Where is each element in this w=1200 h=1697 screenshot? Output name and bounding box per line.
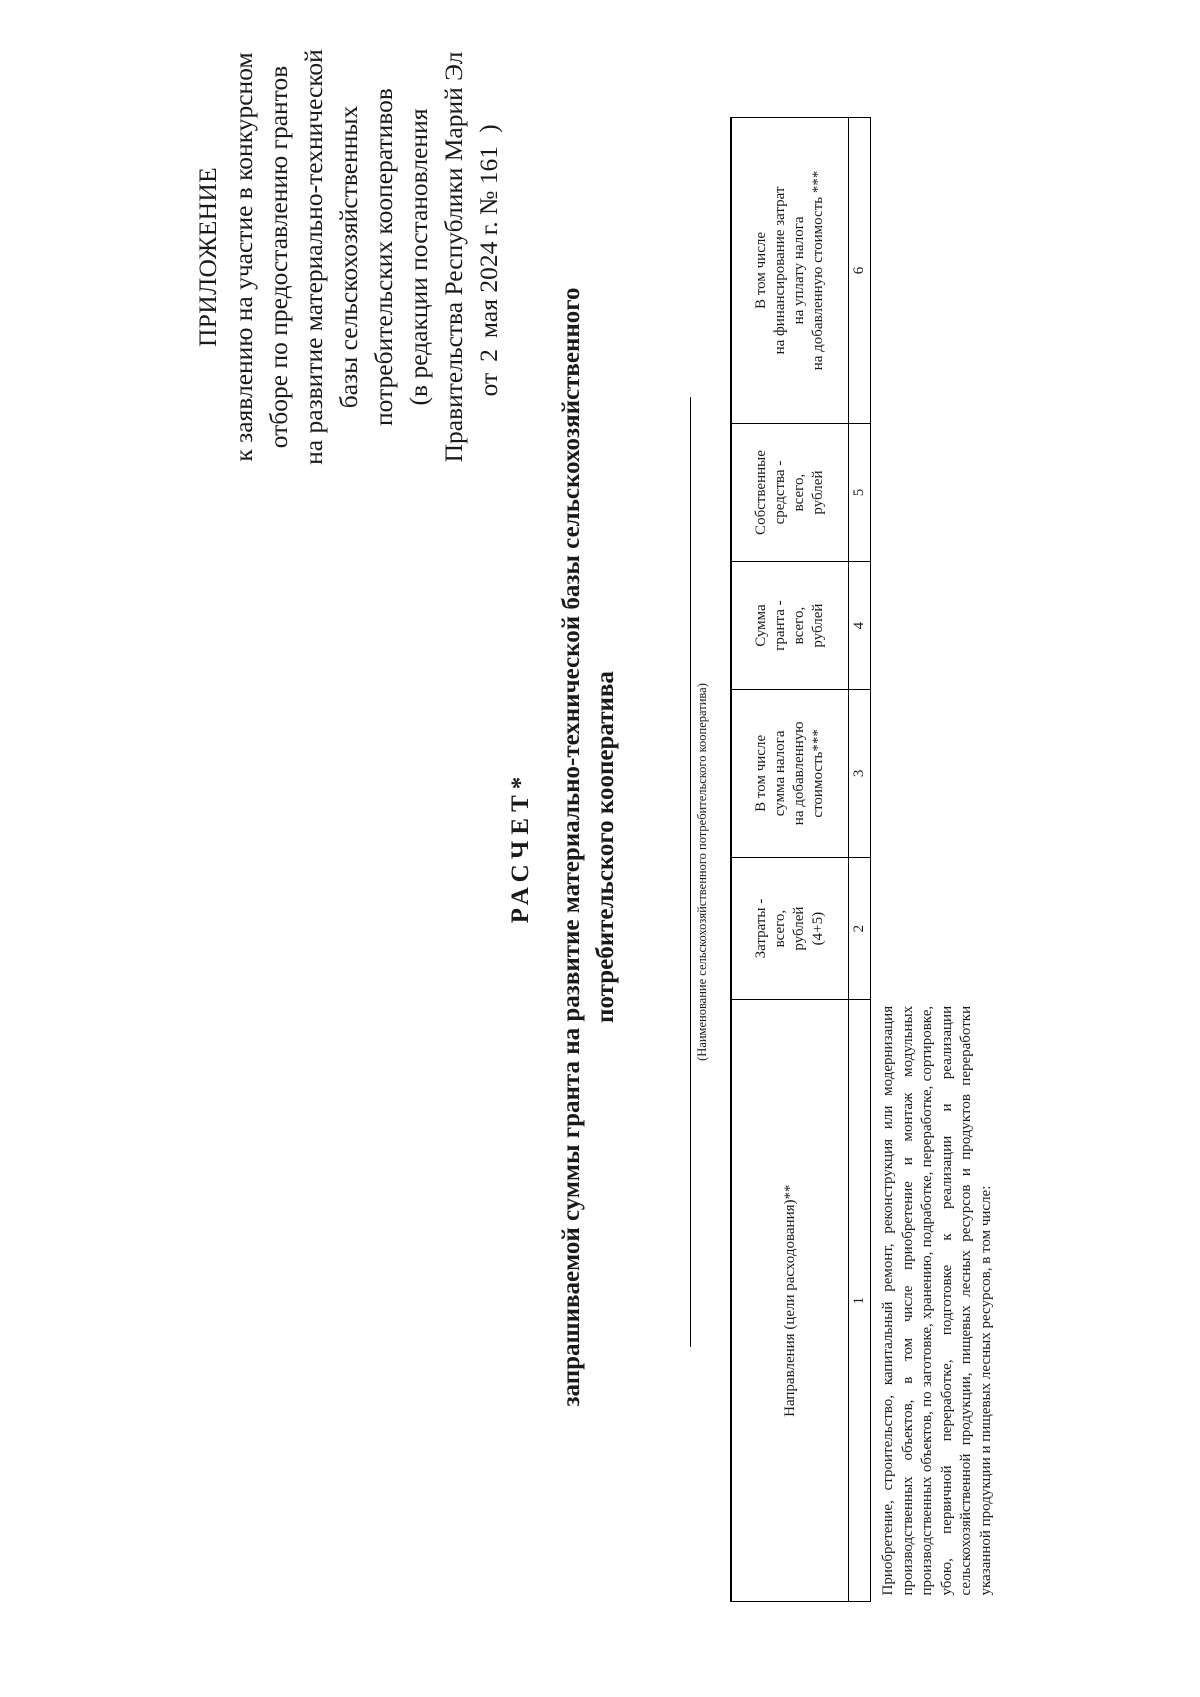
column-number: 4 bbox=[849, 562, 871, 690]
vat-financing-cell[interactable] bbox=[871, 118, 1005, 424]
decree-from: от bbox=[474, 372, 503, 397]
direction-cell: Приобретение, строительство, капитальный ремонт, реконструкция или модернизация производственных объектов, в том числе приобретение и монтаж модульных производственных объектов, по заготовке, хранению, подработке, переработке, сортировке, убою, первичной переработке, подготовке к реализации и реализации сельскохозяйственной продукции, пищевых лесных ресурсов и продуктов переработки указанной продукции и пищевых лесных ресурсов, в том числе: bbox=[880, 1005, 994, 1596]
column-number: 3 bbox=[849, 689, 871, 857]
decree-day: 2 bbox=[474, 349, 503, 362]
coop-name-caption: (Наименование сельскохозяйственного потребительского кооператива) bbox=[695, 683, 709, 1061]
header-line: Собственные bbox=[753, 450, 769, 535]
document-title bbox=[505, 147, 623, 1547]
appendix-line: Правительства Республики Марий Эл bbox=[439, 51, 468, 463]
header-own-funds bbox=[731, 423, 849, 561]
appendix-header: ПРИЛОЖЕНИЕ bbox=[193, 167, 222, 347]
decree-close: ) bbox=[474, 124, 503, 133]
header-vat bbox=[731, 689, 849, 857]
title-subtitle-line: запрашиваемой суммы гранта на развитие материально-технической базы сельскохозяйственного bbox=[558, 287, 585, 1407]
header-line: на добавленную bbox=[791, 721, 807, 826]
header-line: рублей bbox=[791, 906, 807, 951]
decree-date-line bbox=[471, 22, 506, 492]
header-line: средства - bbox=[772, 460, 788, 525]
appendix-line: базы сельскохозяйственных bbox=[334, 105, 363, 409]
vat-cell[interactable] bbox=[871, 689, 1005, 857]
own-funds-cell[interactable] bbox=[871, 423, 1005, 561]
appendix-line: к заявлению на участие в конкурсном bbox=[229, 52, 258, 462]
table-header-row bbox=[731, 118, 849, 1602]
header-line: (4+5) bbox=[810, 911, 826, 946]
header-line: стоимость*** bbox=[810, 729, 826, 818]
header-directions: Направления (цели расходования)** bbox=[731, 1000, 849, 1602]
header-line: В том числе bbox=[753, 231, 769, 309]
column-number: 1 bbox=[849, 1000, 871, 1602]
header-line: Затраты - bbox=[753, 898, 769, 959]
grant-calculation-table bbox=[730, 117, 1004, 1602]
header-line: на добавленную стоимость *** bbox=[810, 170, 826, 371]
appendix-line: отборе по предоставлению грантов bbox=[264, 65, 293, 449]
appendix-line: (в редакции постановления bbox=[404, 108, 433, 406]
title-subtitle-line: потребительского кооператива bbox=[592, 671, 619, 1023]
decree-month-year: мая 2024 г. № bbox=[474, 190, 503, 339]
appendix-block bbox=[190, 22, 506, 492]
header-line: рублей bbox=[810, 470, 826, 515]
raschet-heading: РАСЧЕТ* bbox=[507, 770, 534, 924]
header-line: всего, bbox=[791, 473, 807, 512]
header-line: на финансирование затрат bbox=[772, 186, 788, 355]
header-line: сумма налога bbox=[772, 730, 788, 817]
coop-name-field[interactable] bbox=[660, 397, 691, 1347]
column-number: 2 bbox=[849, 857, 871, 1000]
header-line: всего, bbox=[772, 909, 788, 948]
header-costs-total bbox=[731, 857, 849, 1000]
table-row bbox=[871, 118, 1005, 1602]
header-line: на уплату налога bbox=[791, 216, 807, 325]
column-number: 6 bbox=[849, 118, 871, 424]
appendix-line: потребительских кооперативов bbox=[369, 88, 398, 426]
header-vat-financing bbox=[731, 118, 849, 424]
grant-total-cell[interactable] bbox=[871, 562, 1005, 690]
header-line: Сумма bbox=[753, 604, 769, 647]
header-line: рублей bbox=[810, 603, 826, 648]
costs-total-cell[interactable] bbox=[871, 857, 1005, 1000]
header-line: гранта - bbox=[772, 600, 788, 651]
appendix-line: на развитие материально-технической bbox=[299, 49, 328, 465]
header-line: В том числе bbox=[753, 734, 769, 812]
decree-number: 161 bbox=[474, 146, 503, 185]
column-number-row bbox=[849, 118, 871, 1602]
column-number: 5 bbox=[849, 423, 871, 561]
header-grant-total bbox=[731, 562, 849, 690]
header-line: всего, bbox=[791, 606, 807, 645]
